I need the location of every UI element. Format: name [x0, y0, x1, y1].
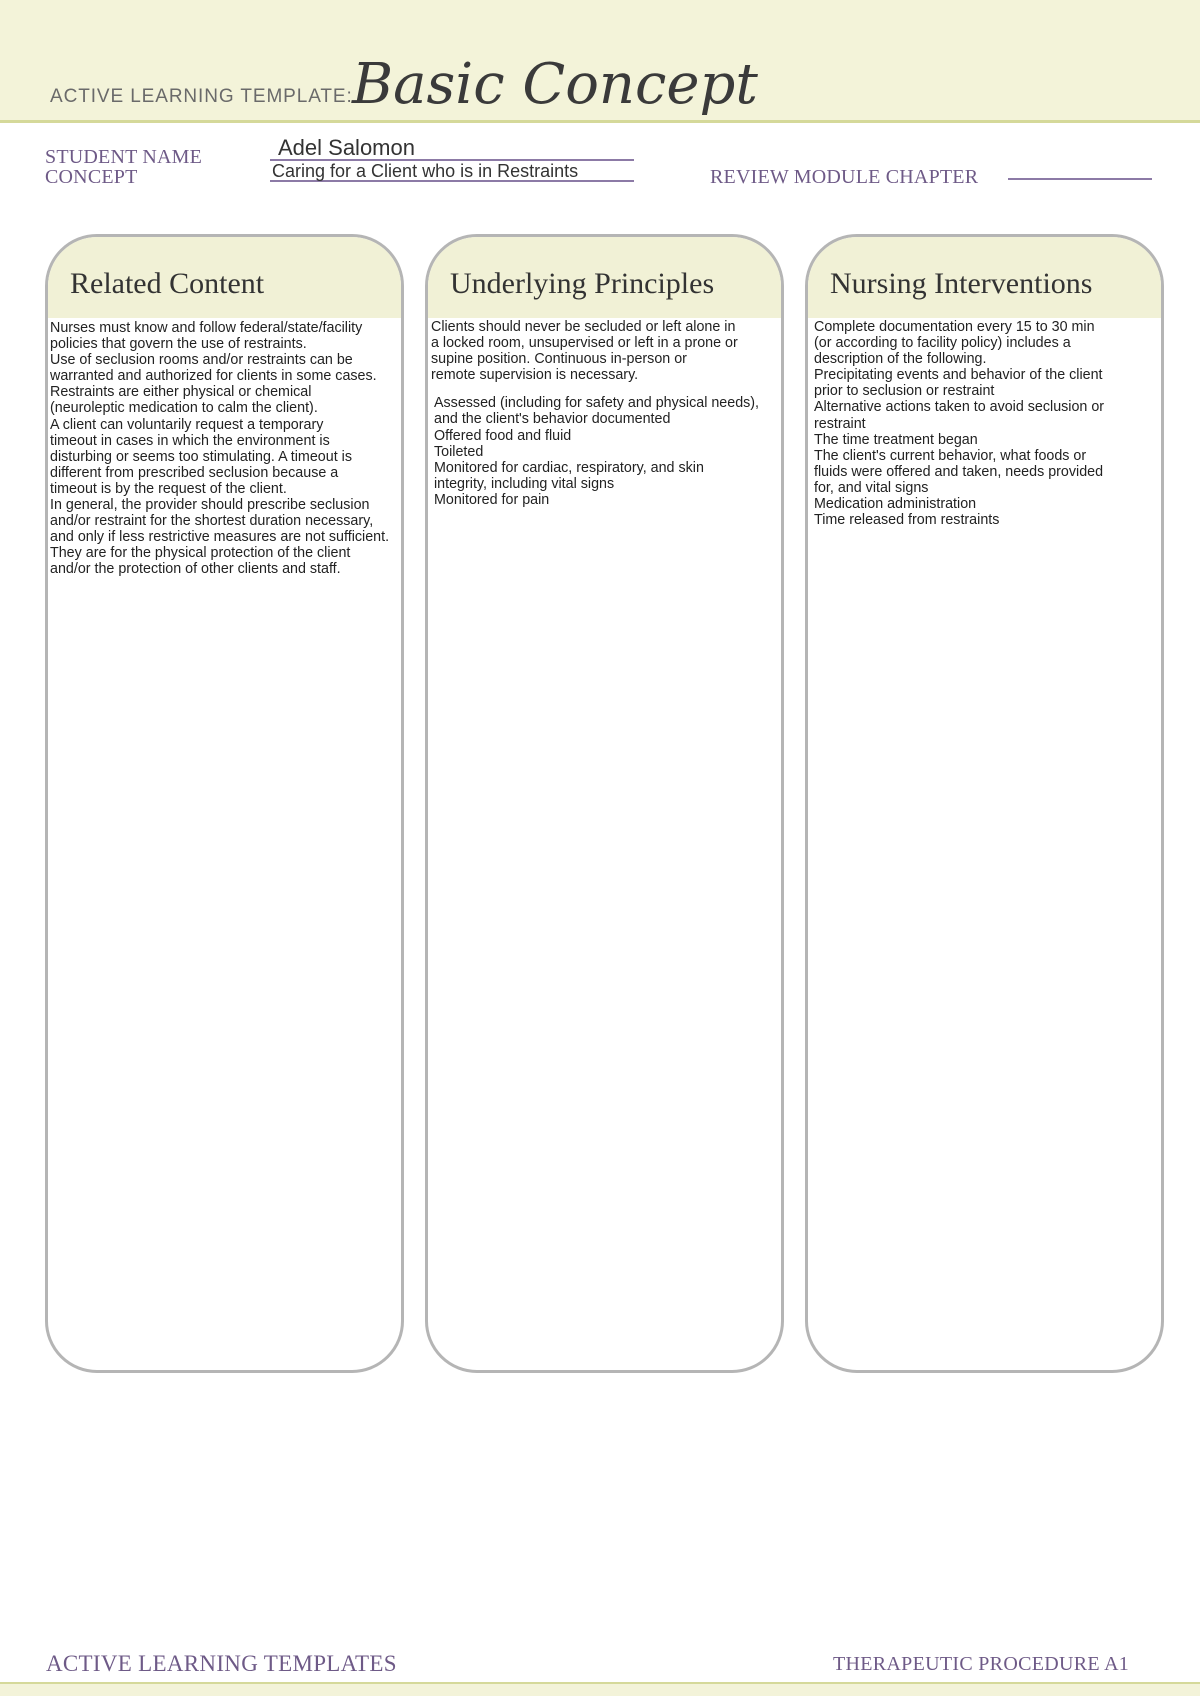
text-line: The client's current behavior, what foods or	[814, 447, 1087, 464]
text-line: Nurses must know and follow federal/state/facility	[50, 320, 363, 336]
text-line: timeout in cases in which the environment is	[50, 432, 330, 449]
template-prefix: ACTIVE LEARNING TEMPLATE:	[50, 86, 353, 107]
text-line: They are for the physical protection of the client	[50, 545, 351, 562]
text-line: integrity, including vital signs	[434, 475, 615, 492]
footer-procedure-code: THERAPEUTIC PROCEDURE A1	[833, 1653, 1130, 1675]
text-line: Clients should never be secluded or left alone in	[431, 319, 736, 335]
paragraph-gap	[431, 383, 784, 395]
text-line: supine position. Continuous in-person or	[431, 351, 687, 368]
text-line: Restraints are either physical or chemical	[50, 384, 312, 401]
text-line: warranted and authorized for clients in some cases.	[50, 368, 377, 385]
header-banner	[0, 0, 1200, 123]
underlying-principles-card	[425, 234, 784, 1373]
text-line: Assessed (including for safety and physical needs),	[434, 395, 760, 412]
student-name-field[interactable]: Adel Salomon	[270, 137, 634, 161]
text-line: Monitored for pain	[434, 491, 550, 508]
text-line: A client can voluntarily request a temporary	[50, 416, 324, 433]
footer-series-title: ACTIVE LEARNING TEMPLATES	[46, 1651, 397, 1676]
text-line: for, and vital signs	[814, 479, 929, 496]
footer-band	[0, 1682, 1200, 1696]
text-line: disturbing or seems too stimulating. A timeout is	[50, 448, 352, 465]
text-line: different from prescribed seclusion because a	[50, 464, 339, 481]
related-content-card	[45, 234, 404, 1373]
text-line: The time treatment began	[814, 431, 978, 448]
student-name-label: STUDENT NAME	[45, 146, 203, 168]
text-line: prior to seclusion or restraint	[814, 383, 995, 400]
text-line: fluids were offered and taken, needs provided	[814, 463, 1104, 480]
page-title: Basic Concept	[352, 52, 758, 117]
text-line: Toileted	[434, 443, 484, 460]
text-line: (or according to facility policy) includes a	[814, 335, 1071, 352]
concept-field[interactable]: Caring for a Client who is in Restraints	[270, 162, 634, 182]
text-line: and the client's behavior documented	[434, 411, 671, 428]
concept-label: CONCEPT	[45, 166, 138, 188]
related-content-body[interactable]	[50, 320, 404, 578]
text-line: and/or restraint for the shortest duration necessary,	[50, 513, 374, 530]
text-line: restraint	[814, 415, 866, 432]
text-line: remote supervision is necessary.	[431, 367, 639, 384]
related-content-title: Related Content	[70, 267, 265, 300]
text-line: and only if less restrictive measures are not sufficient.	[50, 529, 390, 546]
text-line: Use of seclusion rooms and/or restraints can be	[50, 352, 353, 369]
text-line: Precipitating events and behavior of the client	[814, 367, 1103, 384]
text-line: and/or the protection of other clients and staff.	[50, 561, 341, 578]
nursing-interventions-body[interactable]	[814, 319, 1164, 528]
text-line: Alternative actions taken to avoid seclusion or	[814, 399, 1105, 416]
text-line: Offered food and fluid	[434, 427, 572, 444]
text-line: Medication administration	[814, 496, 977, 513]
review-module-field[interactable]	[1008, 178, 1152, 180]
text-line: In general, the provider should prescribe seclusion	[50, 497, 370, 514]
related-content-header	[48, 237, 401, 318]
underlying-principles-body[interactable]	[431, 319, 784, 508]
review-module-label: REVIEW MODULE CHAPTER	[710, 166, 979, 188]
text-line: policies that govern the use of restraints.	[50, 336, 307, 353]
text-line: description of the following.	[814, 351, 987, 368]
text-line: a locked room, unsupervised or left in a prone or	[431, 335, 738, 352]
text-line: timeout is by the request of the client.	[50, 480, 287, 497]
text-line: (neuroleptic medication to calm the client).	[50, 400, 318, 417]
text-line: Complete documentation every 15 to 30 min	[814, 319, 1095, 335]
nursing-interventions-header	[808, 237, 1161, 318]
text-line: Monitored for cardiac, respiratory, and skin	[434, 459, 704, 476]
nursing-interventions-card	[805, 234, 1164, 1373]
text-line: Time released from restraints	[814, 512, 1000, 529]
nursing-interventions-title: Nursing Interventions	[830, 267, 1093, 300]
underlying-principles-title: Underlying Principles	[450, 267, 715, 300]
underlying-principles-header	[428, 237, 781, 318]
